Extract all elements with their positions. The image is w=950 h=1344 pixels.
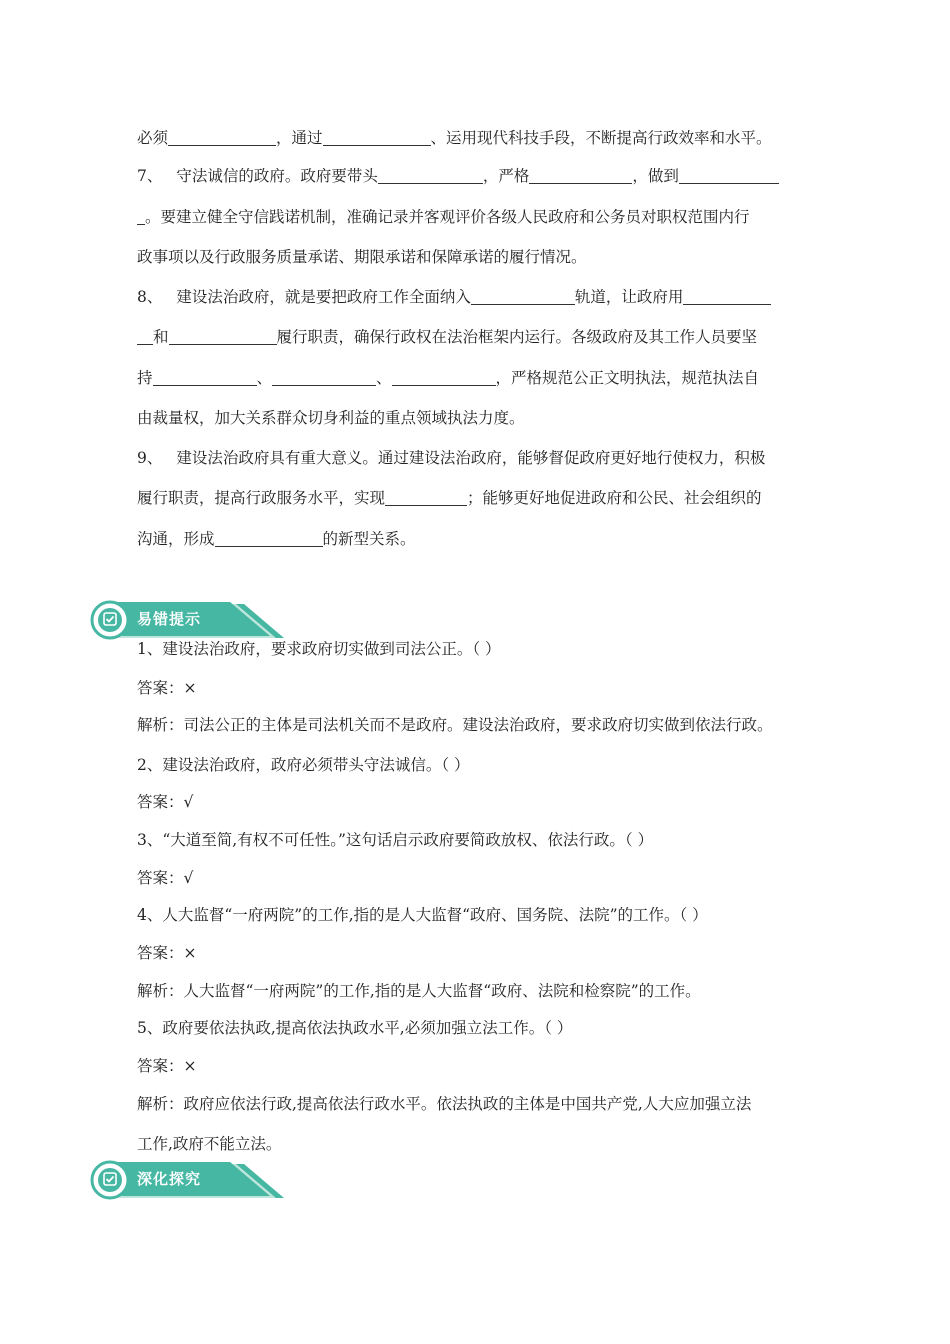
line-text: 建设法治政府具有重大意义。通过建设法治政府，能够督促政府更好地行使权力，积极 xyxy=(176,449,766,467)
answer-blank[interactable] xyxy=(168,130,276,146)
answer-blank[interactable] xyxy=(392,370,496,386)
question-5: 5、政府要依法执政,提高依法执政水平,必须加强立法工作。（ ） xyxy=(137,1019,573,1037)
item-9-line-3 xyxy=(137,528,416,550)
answer-5: 答案：× xyxy=(137,1057,197,1075)
item-7-line-1 xyxy=(137,165,779,187)
line-text: ，严格规范公正文明执法，规范执法自 xyxy=(495,369,760,387)
answer-3: 答案：√ xyxy=(137,869,194,887)
explanation-5-line-1: 解析：政府应依法行政,提高依法行政水平。依法执政的主体是中国共产党,人大应加强立法 xyxy=(137,1095,752,1113)
question-2: 2、建设法治政府，政府必须带头守法诚信。（ ） xyxy=(137,756,470,774)
line-text: 持 xyxy=(137,369,153,387)
answer-blank[interactable] xyxy=(137,209,145,225)
question-4: 4、人大监督“一府两院”的工作,指的是人大监督“政府、国务院、法院”的工作。（ ） xyxy=(137,906,708,924)
line-text: 的新型关系。 xyxy=(322,530,416,548)
answer-blank[interactable] xyxy=(137,329,153,345)
line-text: 由裁量权，加大关系群众切身利益的重点领域执法力度。 xyxy=(137,409,525,427)
question-1: 1、建设法治政府，要求政府切实做到司法公正。（ ） xyxy=(137,640,501,658)
explanation-4: 解析：人大监督“一府两院”的工作,指的是人大监督“政府、法院和检察院”的工作。 xyxy=(137,982,701,1000)
check-icon xyxy=(102,611,118,627)
item-8-line-2 xyxy=(137,326,757,348)
line-text: ，做到 xyxy=(632,167,679,185)
item-8-line-4 xyxy=(137,407,525,429)
line-text: 、运用现代科技手段，不断提高行政效率和水平。 xyxy=(430,129,772,147)
line-text: ，通过 xyxy=(276,129,323,147)
answer-2: 答案：√ xyxy=(137,793,194,811)
item-9-line-2 xyxy=(137,487,762,509)
line-text: ；能够更好地促进政府和公民、社会组织的 xyxy=(467,489,762,507)
item-number: 7、 xyxy=(137,167,163,185)
explanation-5-line-2: 工作,政府不能立法。 xyxy=(137,1135,282,1153)
answer-blank[interactable] xyxy=(529,168,632,184)
line-text: 建设法治政府，就是要把政府工作全面纳入 xyxy=(176,288,471,306)
item-number: 8、 xyxy=(137,288,163,306)
answer-blank[interactable] xyxy=(378,168,483,184)
answer-blank[interactable] xyxy=(169,329,277,345)
answer-blank[interactable] xyxy=(683,289,771,305)
answer-blank[interactable] xyxy=(471,289,575,305)
answer-blank[interactable] xyxy=(385,490,467,506)
banner-title: 深化探究 xyxy=(137,1170,202,1188)
answer-blank[interactable] xyxy=(323,130,431,146)
answer-blank[interactable] xyxy=(215,531,323,547)
line-text: 政事项以及行政服务质量承诺、期限承诺和保障承诺的履行情况。 xyxy=(137,248,587,266)
line-text: 、 xyxy=(376,369,392,387)
item-7-line-3 xyxy=(137,246,587,268)
line-text: 履行职责，提高行政服务水平，实现 xyxy=(137,489,386,507)
item-7-line-2 xyxy=(137,206,750,228)
text-line-1 xyxy=(137,127,772,149)
line-text: 、 xyxy=(256,369,273,387)
item-8-line-1 xyxy=(137,286,771,308)
line-text: 轨道，让政府用 xyxy=(574,288,684,306)
item-number: 9、 xyxy=(137,449,163,467)
check-icon xyxy=(102,1171,118,1187)
answer-1: 答案：× xyxy=(137,679,197,697)
line-text: 。要建立健全守信践诺机制，准确记录并客观评价各级人民政府和公务员对职权范围内行 xyxy=(145,208,750,226)
line-text: ，严格 xyxy=(482,167,530,185)
banner-title: 易错提示 xyxy=(137,610,202,628)
answer-4: 答案：× xyxy=(137,944,197,962)
question-3: 3、“大道至简,有权不可任性。”这句话启示政府要简政放权、依法行政。（ ） xyxy=(137,831,654,849)
line-text: 沟通，形成 xyxy=(137,530,215,548)
section-banner-deep-exploration xyxy=(86,1158,286,1204)
line-text: 和 xyxy=(153,328,169,346)
answer-blank[interactable] xyxy=(153,370,257,386)
answer-blank[interactable] xyxy=(679,168,779,184)
item-8-line-3 xyxy=(137,367,759,389)
line-text: 履行职责，确保行政权在法治框架内运行。各级政府及其工作人员要坚 xyxy=(276,328,758,346)
line-text: 必须 xyxy=(137,129,169,147)
line-text: 守法诚信的政府。政府要带头 xyxy=(176,167,378,185)
item-9-line-1 xyxy=(137,447,765,469)
explanation-1: 解析：司法公正的主体是司法机关而不是政府。建设法治政府，要求政府切实做到依法行政。 xyxy=(137,716,773,734)
answer-blank[interactable] xyxy=(272,370,376,386)
